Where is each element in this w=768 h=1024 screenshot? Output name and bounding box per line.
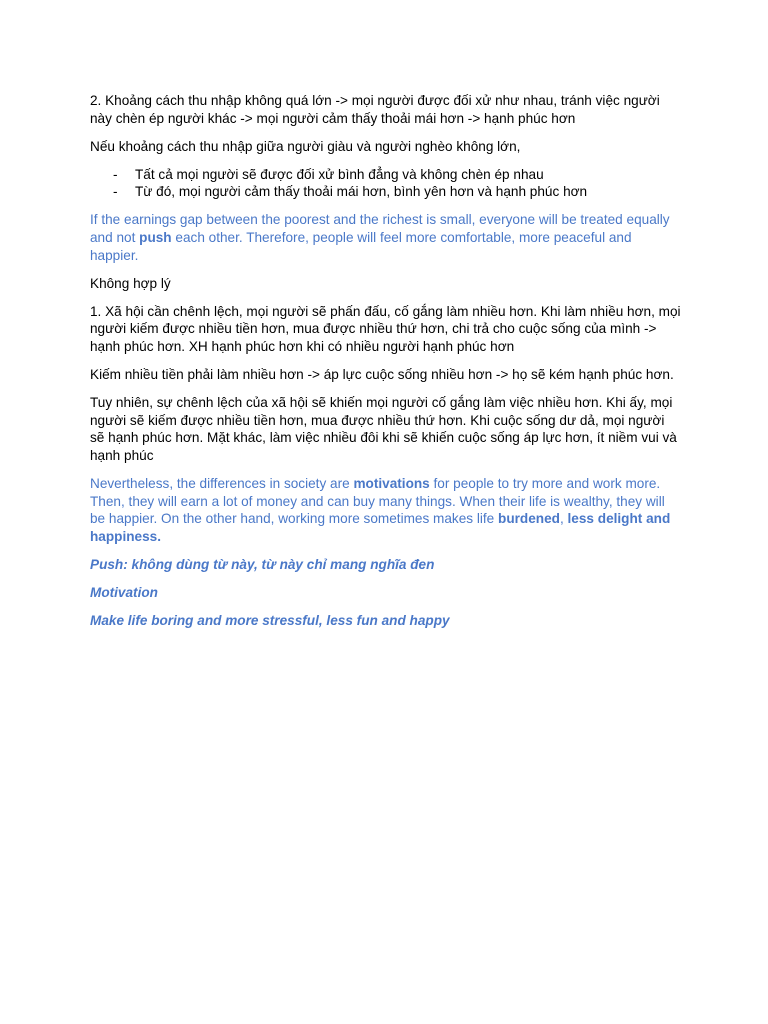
en1-highlight-push: push <box>139 230 172 246</box>
dash-bullet-icon: - <box>113 184 118 200</box>
note-push: Push: không dùng từ này, từ này chỉ mang nghĩa đen <box>90 556 435 572</box>
list-item <box>90 166 682 184</box>
english-translation-1 <box>90 211 682 264</box>
en2-text-e: , <box>559 511 568 527</box>
section-heading-unreasonable: Không hợp lý <box>90 275 171 291</box>
list-item-text: Từ đó, mọi người cảm thấy thoải mái hơn, bình yên hơn và hạnh phúc hơn <box>135 184 588 200</box>
paragraph-however: Tuy nhiên, sự chênh lệch của xã hội sẽ khiến mọi người cố gắng làm việc nhiều hơn. Khi ấy, mọi người sẽ kiếm được nhiều tiền hơn, mua được nhiều thứ hơn. Khi cuộc sống dư dả, mọi người sẽ hạnh phúc hơn. Mặt khác, làm việc nhiều đôi khi sẽ khiến cuộc sống áp lực hơn, ít niềm vui và hạnh phúc <box>90 395 677 463</box>
document-page <box>90 92 682 640</box>
note-motivation: Motivation <box>90 585 158 601</box>
paragraph-society-needs-gap: 1. Xã hội cần chênh lệch, mọi người sẽ phấn đấu, cố gắng làm nhiều hơn. Khi làm nhiều hơn, mọi người kiếm được nhiều tiền hơn, mua được nhiều thứ hơn, chi trả cho cuộc sống của mình -> hạnh phúc hơn. XH hạnh phúc hơn khi có nhiều người hạnh phúc hơn <box>90 303 681 355</box>
en2-highlight-motivations: motivations <box>353 476 430 492</box>
paragraph-pressure: Kiếm nhiều tiền phải làm nhiều hơn -> áp lực cuộc sống nhiều hơn -> họ sẽ kém hạnh phúc hơn. <box>90 367 674 383</box>
list-item <box>90 183 682 201</box>
en2-text-a: Nevertheless, the differences in society are <box>90 476 354 492</box>
dash-bullet-icon: - <box>113 166 118 182</box>
en2-text-c: for people to try more and work more. Then, they will earn a lot of money and can buy many things. When their life is wealthy, they will be happier. On the other hand, working more sometimes makes life <box>90 476 665 527</box>
note-make-life-boring: Make life boring and more stressful, less fun and happy <box>90 613 450 629</box>
paragraph-condition-intro: Nếu khoảng cách thu nhập giữa người giàu và người nghèo không lớn, <box>90 138 521 154</box>
english-translation-2 <box>90 475 682 545</box>
paragraph-income-gap-reason: 2. Khoảng cách thu nhập không quá lớn -> mọi người được đối xử như nhau, tránh việc người này chèn ép người khác -> mọi người cảm thấy thoải mái hơn -> hạnh phúc hơn <box>90 93 660 126</box>
en2-highlight-less-delight: less delight and happiness. <box>90 511 671 544</box>
en2-highlight-burdened: burdened <box>498 511 560 527</box>
en1-text-a: If the earnings gap between the poorest and the richest is small, everyone will be treated equally and not <box>90 212 670 246</box>
en1-text-c: each other. Therefore, people will feel more comfortable, more peaceful and happier. <box>90 230 632 263</box>
list-item-text: Tất cả mọi người sẽ được đối xử bình đẳng và không chèn ép nhau <box>135 166 544 182</box>
bullet-list <box>90 166 682 201</box>
